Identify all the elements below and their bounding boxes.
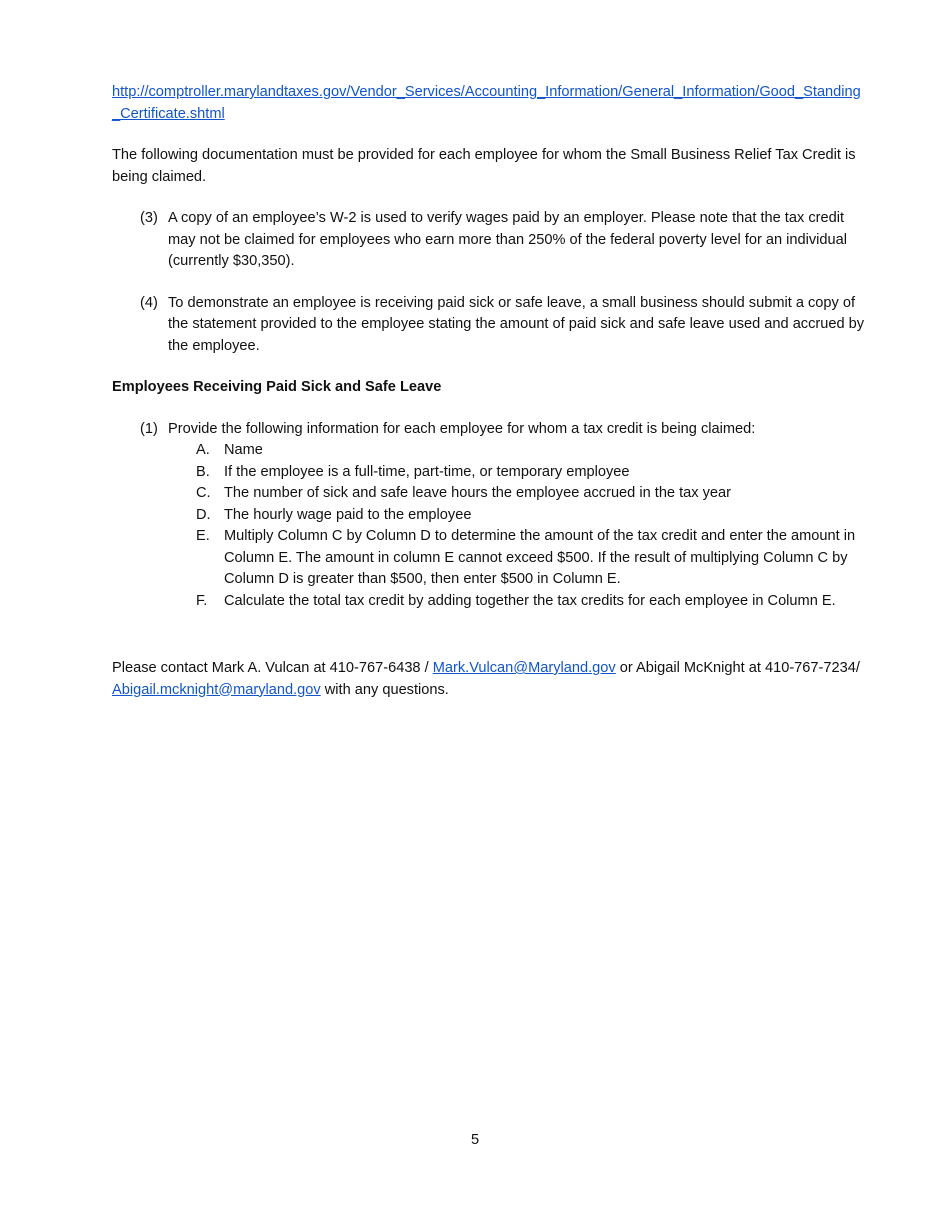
info-subitem-list: [112, 440, 868, 612]
contact-middle: or Abigail McKnight at 410-767-7234/: [615, 660, 860, 676]
intro-paragraph: The following documentation must be provided for each employee for whom the Small Business Relief Tax Credit is being claimed.: [112, 147, 856, 185]
section-heading: Employees Receiving Paid Sick and Safe Leave: [112, 379, 442, 395]
list-item-text: The hourly wage paid to the employee: [224, 506, 472, 523]
doc-item-text: To demonstrate an employee is receiving paid sick or safe leave, a small business should submit a copy of the statement provided to the employee stating the amount of paid sick and safe leave used and accrued by the employee.: [168, 294, 865, 354]
doc-item-number: (4): [140, 294, 158, 311]
list-item-letter: B.: [196, 463, 210, 480]
list-item: [112, 591, 868, 613]
list-item: [112, 483, 868, 505]
list-item-text: Calculate the total tax credit by adding together the tax credits for each employee in Column E.: [224, 592, 836, 609]
email-link-abigail-mcknight[interactable]: Abigail.mcknight@maryland.gov: [112, 681, 321, 698]
list-item-text: Multiply Column C by Column D to determine the amount of the tax credit and enter the amount in Column E. The amount in column E cannot exceed $500. If the result of multiplying Column C by Column D is greater than $500, then enter $500 in Column E.: [224, 528, 856, 587]
list-item: [112, 462, 868, 484]
list-item: [112, 526, 868, 591]
list-item-text: Name: [224, 442, 263, 458]
doc-item-number: (3): [140, 210, 158, 226]
contact-suffix: with any questions.: [320, 681, 449, 698]
doc-item-4: [112, 293, 868, 358]
list-item-letter: A.: [196, 442, 210, 458]
doc-item-text: A copy of an employee’s W-2 is used to verify wages paid by an employer. Please note that the tax credit may not be claimed for employees who earn more than 250% of the federal poverty level for an individual (currently $30,350).: [168, 210, 847, 269]
email-link-mark-vulcan[interactable]: Mark.Vulcan@Maryland.gov: [432, 660, 616, 676]
info-item-1: [112, 419, 868, 441]
list-item-text: The number of sick and safe leave hours the employee accrued in the tax year: [224, 485, 732, 501]
info-item-number: (1): [140, 420, 158, 437]
page-number: 5: [470, 1132, 480, 1148]
list-item-letter: D.: [196, 506, 211, 523]
certificate-link[interactable]: http://comptroller.marylandtaxes.gov/Vendor_Services/Accounting_Information/General_Information/Good_Standing_Certificate.shtml: [112, 84, 861, 122]
list-item: [112, 505, 868, 527]
document-page: [112, 82, 868, 701]
doc-item-3: [112, 208, 868, 273]
list-item-letter: C.: [196, 485, 211, 501]
list-item: [112, 440, 868, 462]
list-item-letter: E.: [196, 528, 210, 544]
contact-paragraph: [112, 658, 868, 701]
contact-prefix: Please contact Mark A. Vulcan at 410-767-6438 /: [112, 660, 433, 676]
list-item-letter: F.: [196, 592, 208, 609]
list-item-text: If the employee is a full-time, part-time, or temporary employee: [224, 463, 630, 480]
info-item-text: Provide the following information for each employee for whom a tax credit is being claimed:: [168, 420, 756, 437]
